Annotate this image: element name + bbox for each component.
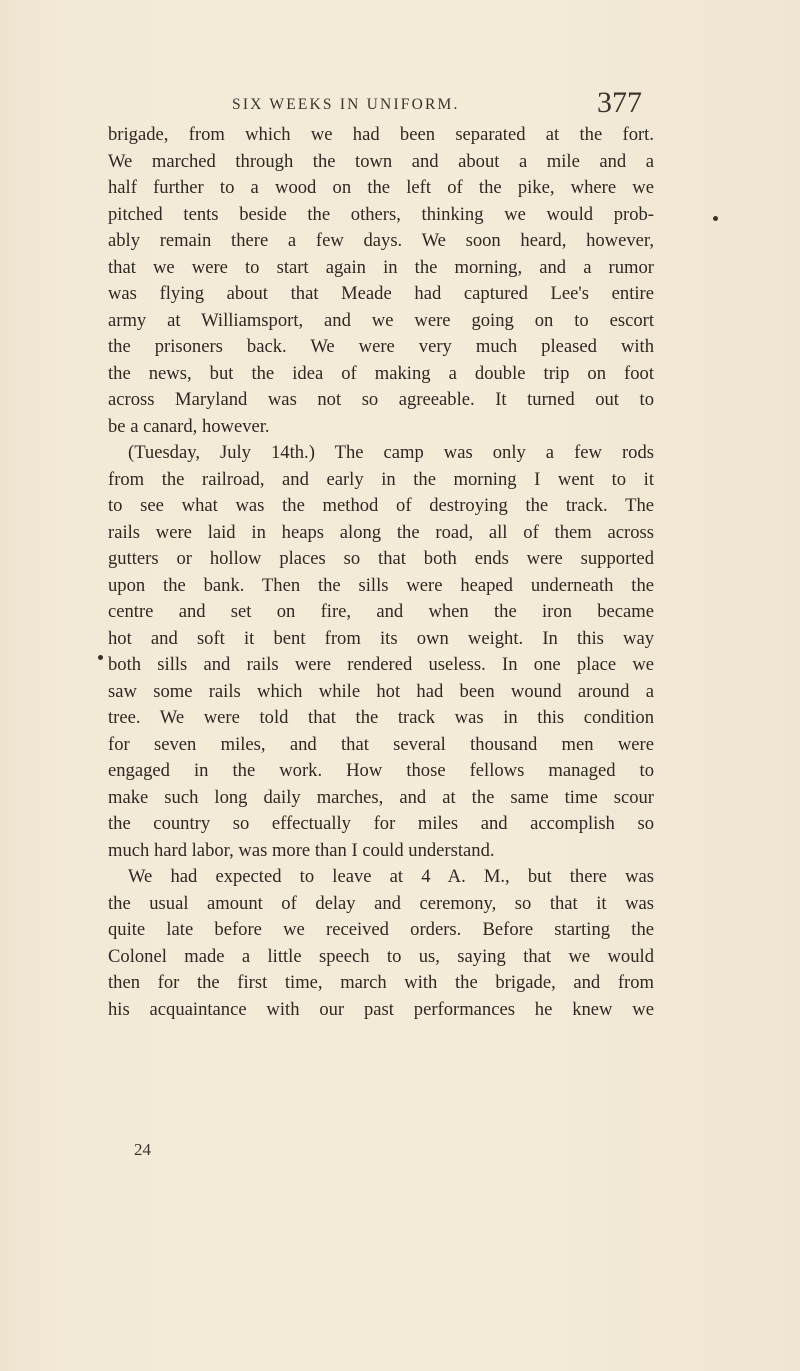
text-line: upon the bank. Then the sills were heaped underneath the (108, 574, 654, 596)
text-line: then for the first time, march with the brigade, and from (108, 972, 654, 993)
text-line: the prisoners back. We were very much pleased with (108, 336, 654, 357)
running-title: SIX WEEKS IN UNIFORM. (232, 96, 460, 113)
text-line: his acquaintance with our past performances he knew we (108, 998, 654, 1020)
text-line: be a canard, however. (108, 415, 270, 437)
text-line: brigade, from which we had been separated at the fort. (108, 124, 654, 145)
text-line: to see what was the method of destroying the track. The (108, 495, 654, 516)
text-line: quite late before we received orders. Before starting the (108, 919, 654, 940)
signature-mark: 24 (134, 1140, 151, 1159)
text-line: across Maryland was not so agreeable. It turned out to (108, 389, 654, 410)
text-line: the country so effectually for miles and accomplish so (108, 813, 654, 834)
text-line: engaged in the work. How those fellows managed to (108, 760, 654, 781)
ink-speck (713, 216, 718, 221)
text-line: half further to a wood on the left of the pike, where we (108, 177, 654, 198)
ink-speck (98, 655, 103, 660)
text-line: pitched tents beside the others, thinking we would prob- (108, 203, 654, 225)
text-line: the usual amount of delay and ceremony, so that it was (108, 892, 654, 914)
text-line: hot and soft it bent from its own weight. In this way (108, 627, 654, 649)
text-line: (Tuesday, July 14th.) The camp was only a few rods (128, 442, 654, 463)
text-line: Colonel made a little speech to us, saying that we would (108, 945, 654, 967)
text-line: tree. We were told that the track was in this condition (108, 707, 654, 728)
text-line: saw some rails which while hot had been wound around a (108, 680, 654, 702)
text-line: from the railroad, and early in the morning I went to it (108, 468, 654, 490)
text-line: We had expected to leave at 4 A. M., but there was (128, 866, 654, 887)
text-line: ably remain there a few days. We soon heard, however, (108, 230, 654, 251)
text-line: much hard labor, was more than I could understand. (108, 839, 495, 861)
text-line: rails were laid in heaps along the road, all of them across (108, 521, 654, 543)
text-line: We marched through the town and about a mile and a (108, 150, 654, 172)
text-line: both sills and rails were rendered useless. In one place we (108, 654, 654, 675)
text-line: army at Williamsport, and we were going on to escort (108, 309, 654, 331)
text-line: that we were to start again in the morning, and a rumor (108, 256, 654, 278)
text-line: for seven miles, and that several thousand men were (108, 733, 654, 755)
text-line: the news, but the idea of making a double trip on foot (108, 362, 654, 384)
text-line: centre and set on fire, and when the iron became (108, 601, 654, 622)
page-number: 377 (597, 86, 642, 119)
body-text (108, 122, 654, 1023)
text-line: make such long daily marches, and at the same time scour (108, 786, 654, 808)
text-line: was flying about that Meade had captured Lee's entire (108, 283, 654, 304)
text-line: gutters or hollow places so that both ends were supported (108, 548, 654, 569)
